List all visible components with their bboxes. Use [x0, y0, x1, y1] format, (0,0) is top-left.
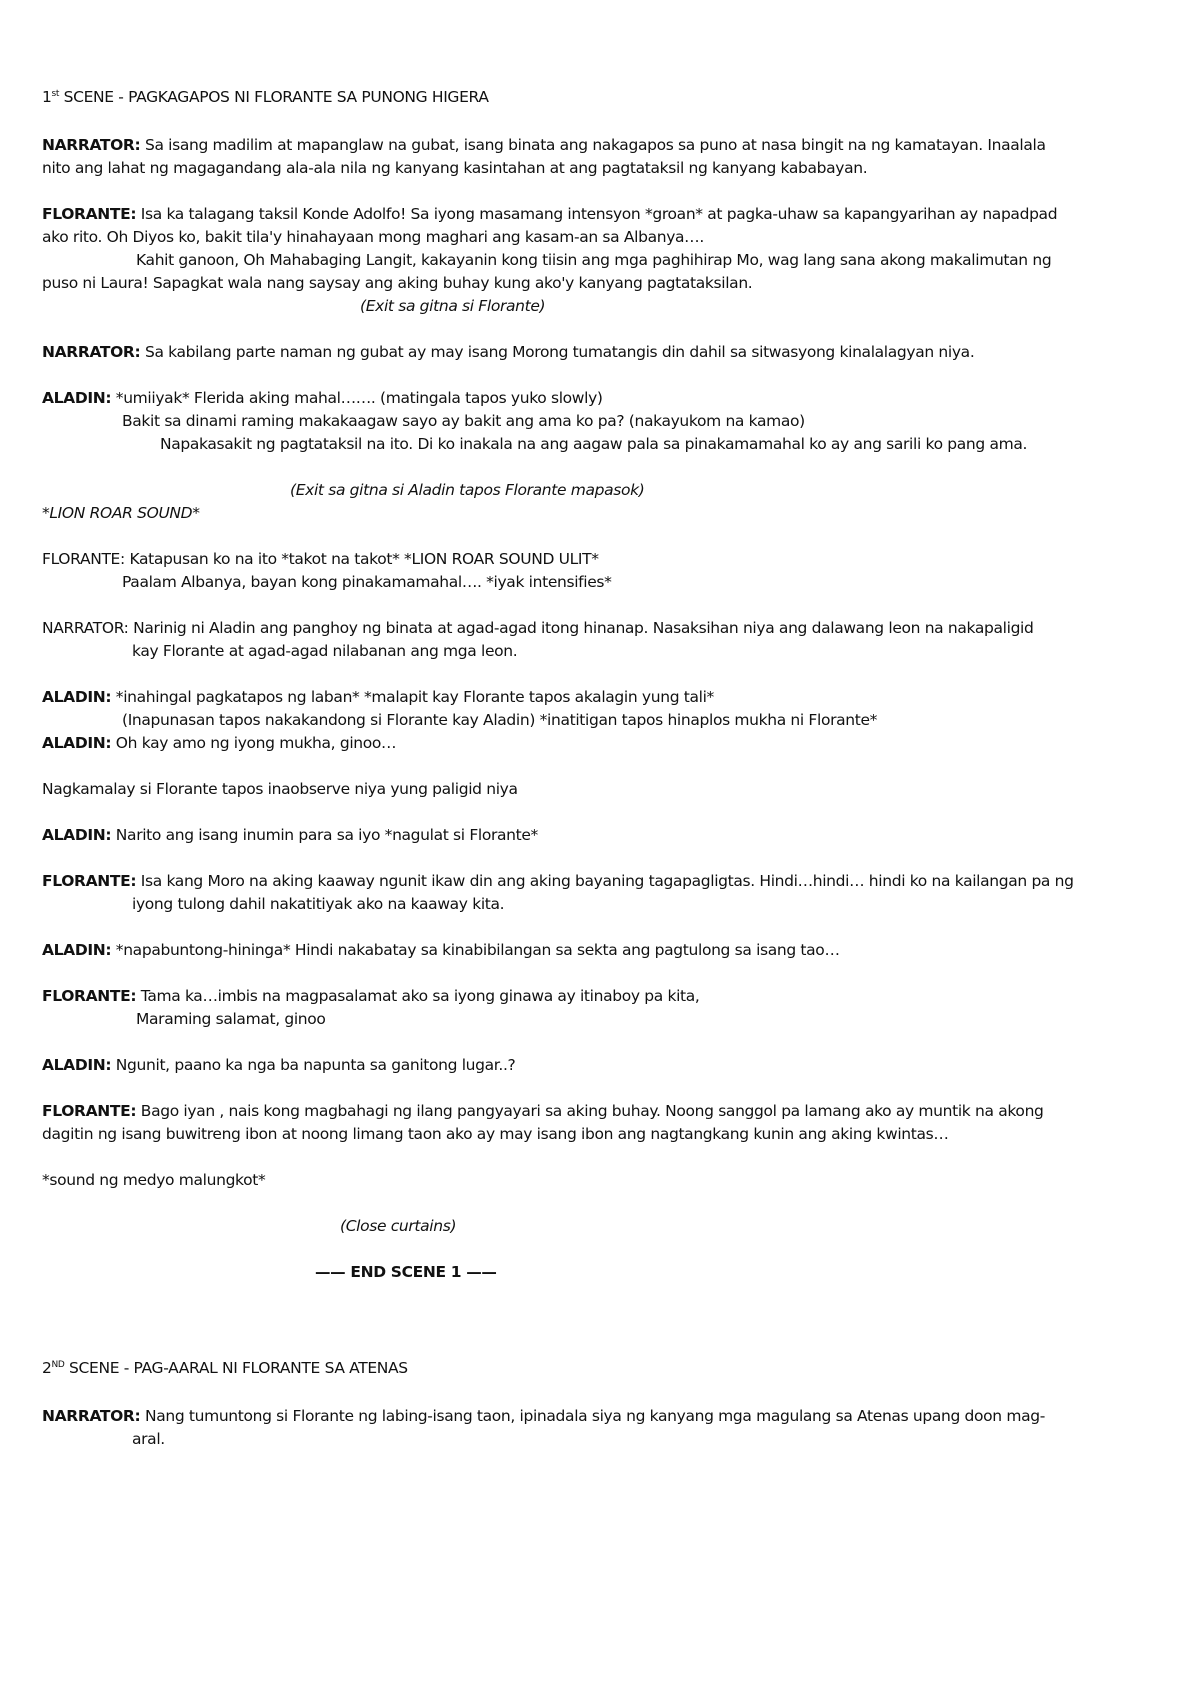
narrator-line: NARRATOR: Nang tumuntong si Florante ng labing-isang taon, ipinadala siya ng kanyang mga magulang sa Atenas upang doon mag- [42, 1407, 1045, 1425]
florante-line: Kahit ganoon, Oh Mahabaging Langit, kakayanin kong tiisin ang mga paghihirap Mo, wag lang sana akong makalimutan ng [136, 251, 1052, 269]
stage-direction: (Close curtains) [340, 1217, 457, 1235]
florante-line: FLORANTE: Katapusan ko na ito *takot na takot* *LION ROAR SOUND ULIT* [42, 550, 599, 568]
florante-line: Paalam Albanya, bayan kong pinakamamahal…. *iyak intensifies* [122, 573, 612, 591]
aladin-line: Bakit sa dinami raming makakaagaw sayo ay bakit ang ama ko pa? (nakayukom na kamao) [122, 412, 805, 430]
florante-line: FLORANTE: Isa kang Moro na aking kaaway ngunit ikaw din ang aking bayaning tagapagligtas. Hindi…hindi… hindi ko na kailangan pa ng [42, 872, 1074, 890]
narrator-line: aral. [132, 1430, 165, 1448]
stage-direction: (Exit sa gitna si Florante) [360, 297, 546, 315]
narrator-line: nito ang lahat ng magagandang ala-ala nila ng kanyang kasintahan at ang pagtataksil ng kanyang kababayan. [42, 159, 868, 177]
aladin-line: ALADIN: *inahingal pagkatapos ng laban* *malapit kay Florante tapos akalagin yung tali* [42, 688, 714, 706]
narrator-line: NARRATOR: Sa kabilang parte naman ng gubat ay may isang Morong tumatangis din dahil sa sitwasyong kinalalagyan niya. [42, 343, 975, 361]
aladin-line: ALADIN: Narito ang isang inumin para sa iyo *nagulat si Florante* [42, 826, 538, 844]
florante-line: puso ni Laura! Sapagkat wala nang saysay ang aking buhay kung ako'y kanyang pagtataksilan. [42, 274, 753, 292]
aladin-line: (Inapunasan tapos nakakandong si Florante kay Aladin) *inatitigan tapos hinaplos mukha ni Florante* [122, 711, 878, 729]
action-line: Nagkamalay si Florante tapos inaobserve niya yung paligid niya [42, 780, 518, 798]
stage-direction: (Exit sa gitna si Aladin tapos Florante mapasok) [290, 481, 645, 499]
florante-line: ako rito. Oh Diyos ko, bakit tila'y hinahayaan mong maghari ang kasam-an sa Albanya…. [42, 228, 704, 246]
florante-line: Maraming salamat, ginoo [136, 1010, 326, 1028]
end-scene-marker: —— END SCENE 1 —— [315, 1263, 497, 1281]
aladin-line: ALADIN: *napabuntong-hininga* Hindi nakabatay sa kinabibilangan sa sekta ang pagtulong sa isang tao… [42, 941, 840, 959]
florante-line: FLORANTE: Bago iyan , nais kong magbahagi ng ilang pangyayari sa aking buhay. Noong sanggol pa lamang ako ay muntik na akong [42, 1102, 1044, 1120]
aladin-line: ALADIN: *umiiyak* Flerida aking mahal……. (matingala tapos yuko slowly) [42, 389, 603, 407]
florante-line: dagitin ng isang buwitreng ibon at noong limang taon ako ay may isang ibon ang nagtangkang kunin ang aking kwintas… [42, 1125, 949, 1143]
sound-cue: *LION ROAR SOUND* [42, 504, 200, 522]
narrator-line: NARRATOR: Narinig ni Aladin ang panghoy ng binata at agad-agad itong hinanap. Nasaksihan niya ang dalawang leon na nakapaligid [42, 619, 1034, 637]
scene1-heading: 1st SCENE - PAGKAGAPOS NI FLORANTE SA PUNONG HIGERA [42, 88, 489, 106]
florante-line: iyong tulong dahil nakatitiyak ako na kaaway kita. [132, 895, 505, 913]
aladin-line: ALADIN: Ngunit, paano ka nga ba napunta sa ganitong lugar..? [42, 1056, 516, 1074]
aladin-line: ALADIN: Oh kay amo ng iyong mukha, ginoo… [42, 734, 397, 752]
narrator-line: kay Florante at agad-agad nilabanan ang mga leon. [132, 642, 518, 660]
aladin-line: Napakasakit ng pagtataksil na ito. Di ko inakala na ang aagaw pala sa pinakamamahal ko ay ang sarili ko pang ama. [160, 435, 1028, 453]
florante-line: FLORANTE: Isa ka talagang taksil Konde Adolfo! Sa iyong masamang intensyon *groan* at pagka-uhaw sa kapangyarihan ay napadpad [42, 205, 1058, 223]
scene2-heading: 2ND SCENE - PAG-AARAL NI FLORANTE SA ATENAS [42, 1359, 408, 1377]
florante-line: FLORANTE: Tama ka…imbis na magpasalamat ako sa iyong ginawa ay itinaboy pa kita, [42, 987, 700, 1005]
sound-cue: *sound ng medyo malungkot* [42, 1171, 266, 1189]
narrator-line: NARRATOR: Sa isang madilim at mapanglaw na gubat, isang binata ang nakagapos sa puno at nasa bingit na ng kamatayan. Inaalala [42, 136, 1046, 154]
